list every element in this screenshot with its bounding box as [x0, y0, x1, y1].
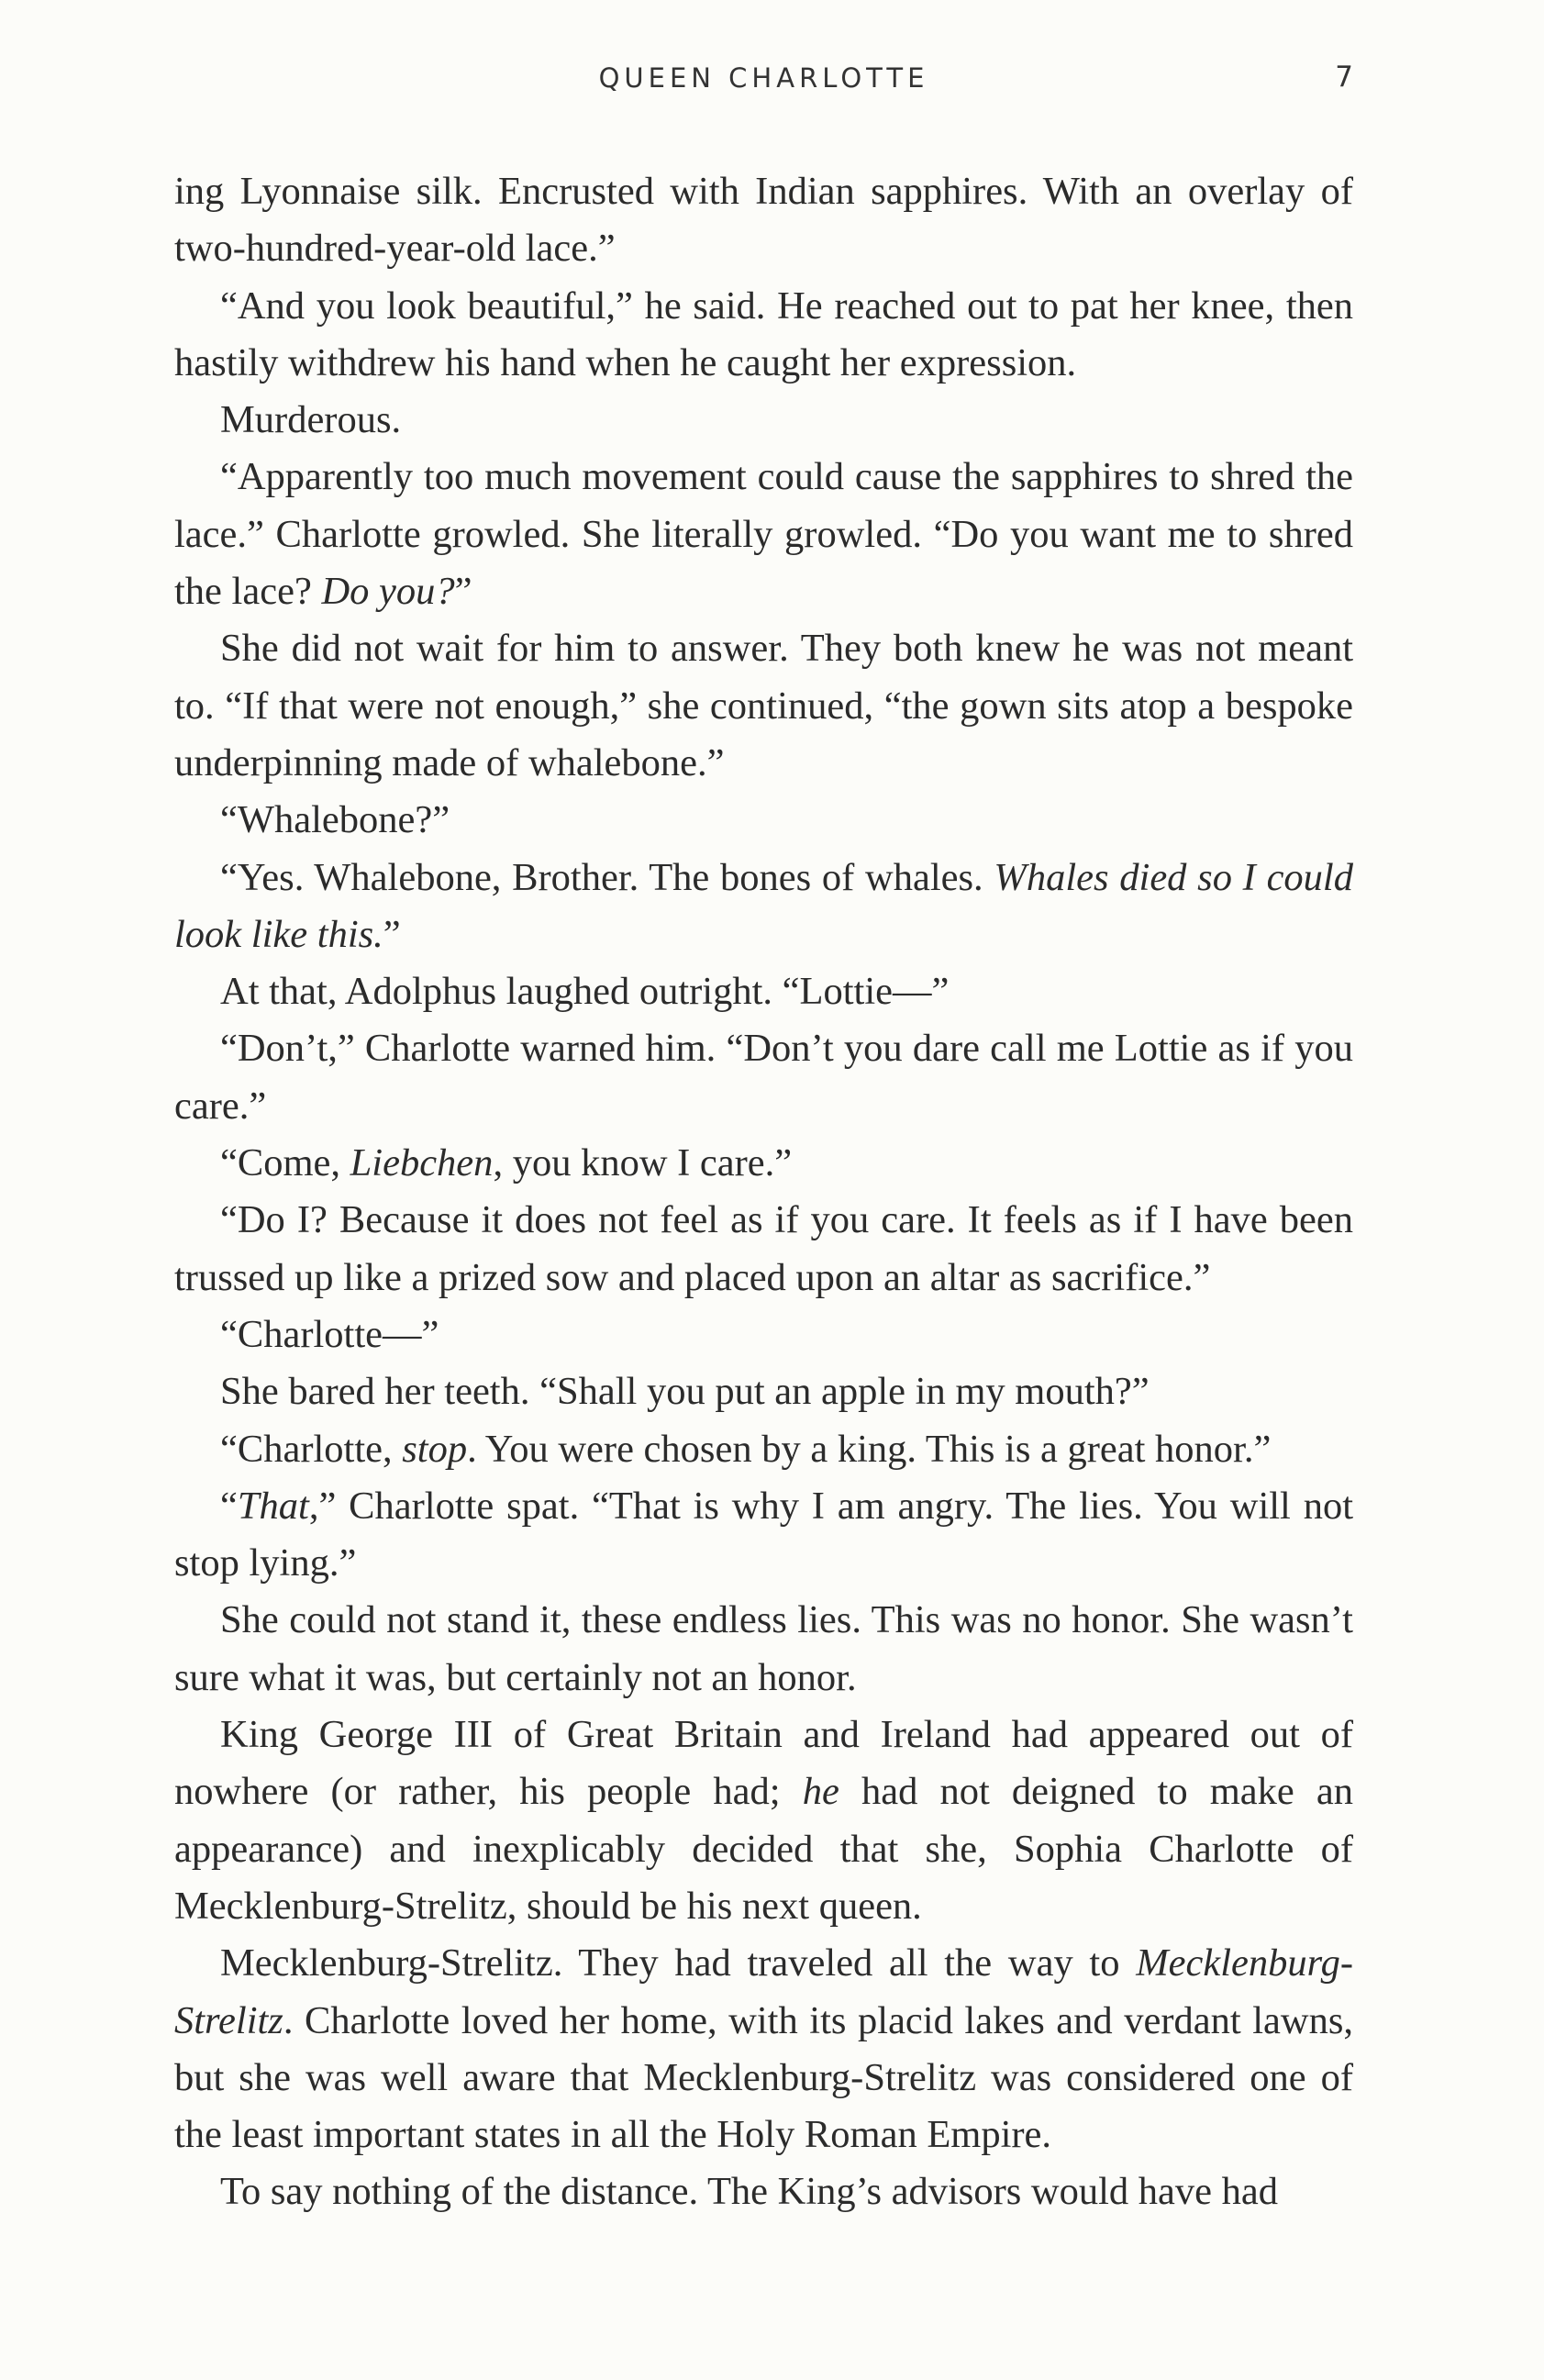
paragraph [174, 1192, 1353, 1307]
text-run: King George III of Great Britain and Ireland had appeared out of nowhere (or rather, his people had; [174, 1713, 1353, 1814]
italic-text: Do you? [321, 570, 455, 614]
text-run: At that, Adolphus laughed outright. “Lottie—” [220, 970, 950, 1014]
paragraph [174, 278, 1353, 393]
paragraph [174, 792, 1353, 849]
text-run: “Do I? Because it does not feel as if you care. It feels as if I have been trussed up like a prized sow and placed upon an altar as sacrifice.” [174, 1198, 1353, 1299]
paragraph [174, 620, 1353, 792]
text-run: “Apparently too much movement could cause the sapphires to shred the lace.” Charlotte growled. She literally growled. “Do you want me to shred the lace? [174, 455, 1353, 614]
text-run: “ [220, 1484, 238, 1528]
paragraph [174, 963, 1353, 1020]
paragraph [174, 1363, 1353, 1420]
text-run: “Yes. Whalebone, Brother. The bones of whales. [220, 855, 994, 899]
text-run: . Charlotte loved her home, with its placid lakes and verdant lawns, but she was well aware that Mecklenburg-Strelitz was considered one of the least important states in all the Holy Roman Empire. [174, 1998, 1353, 2157]
text-run: “Come, [220, 1141, 350, 1185]
body-text [174, 163, 1353, 2221]
text-run: ” [454, 570, 472, 614]
paragraph [174, 1020, 1353, 1135]
text-run: She could not stand it, these endless lies. This was no honor. She wasn’t sure what it was, but certainly not an honor. [174, 1598, 1353, 1699]
text-run: Murderous. [220, 398, 402, 442]
page-number: 7 [1335, 61, 1353, 94]
text-run: She bared her teeth. “Shall you put an apple in my mouth?” [220, 1370, 1150, 1414]
text-run: , you know I care.” [493, 1141, 793, 1185]
text-run: . You were chosen by a king. This is a great honor.” [467, 1427, 1272, 1471]
paragraph [174, 850, 1353, 964]
italic-text: Mecklenburg-Strelitz [174, 1941, 1353, 2042]
running-title: QUEEN CHARLOTTE [598, 62, 929, 94]
paragraph [174, 1707, 1353, 1935]
text-run: “Charlotte, [220, 1427, 403, 1471]
text-run: To say nothing of the distance. The King’s advisors would have had [220, 2170, 1278, 2214]
italic-text: stop [402, 1427, 468, 1471]
text-run: She did not wait for him to answer. They both knew he was not meant to. “If that were not enough,” she continued, “the gown sits atop a bespoke underpinning made of whalebone.” [174, 627, 1353, 784]
text-run: ” [383, 912, 401, 956]
text-run: Mecklenburg-Strelitz. They had traveled all the way to [220, 1941, 1137, 1985]
paragraph [174, 1421, 1353, 1478]
text-run: “And you look beautiful,” he said. He reached out to pat her knee, then hastily withdrew his hand when he caught her expression. [174, 284, 1353, 384]
running-head [174, 59, 1353, 105]
text-run: ,” Charlotte spat. “That is why I am angry. The lies. You will not stop lying.” [174, 1484, 1353, 1585]
paragraph [174, 392, 1353, 449]
italic-text: Liebchen [350, 1141, 494, 1185]
italic-text: Whales died so I could look like this. [174, 855, 1353, 956]
text-run: ing Lyonnaise silk. Encrusted with Indian sapphires. With an overlay of two-hundred-year-old lace.” [174, 170, 1353, 271]
paragraph [174, 1935, 1353, 2163]
text-run: “Charlotte—” [220, 1312, 439, 1356]
paragraph [174, 2163, 1353, 2220]
text-run: had not deigned to make an appearance) and inexplicably decided that she, Sophia Charlotte of Mecklenburg-Strelitz, should be his next queen. [174, 1770, 1353, 1928]
paragraph [174, 1478, 1353, 1593]
paragraph [174, 1307, 1353, 1363]
italic-text: That [237, 1484, 309, 1528]
paragraph [174, 1135, 1353, 1192]
paragraph [174, 1592, 1353, 1707]
text-run: “Whalebone?” [220, 798, 450, 842]
paragraph [174, 163, 1353, 278]
paragraph [174, 449, 1353, 620]
text-run: “Don’t,” Charlotte warned him. “Don’t you dare call me Lottie as if you care.” [174, 1027, 1353, 1128]
italic-text: he [802, 1770, 839, 1814]
